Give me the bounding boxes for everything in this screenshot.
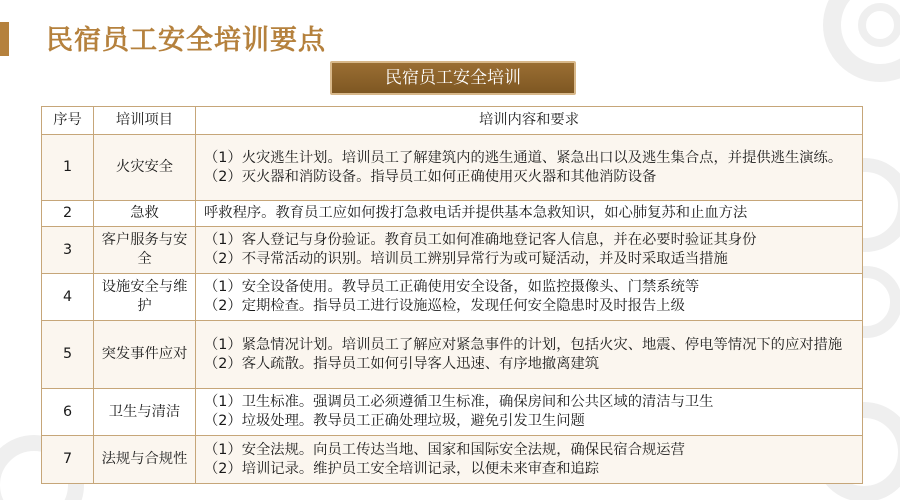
row-no: 7 bbox=[42, 436, 94, 484]
content-line: （1）客人登记与身份验证。教育员工如何准确地登记客人信息，并在必要时验证其身份 bbox=[204, 232, 757, 248]
table-row bbox=[42, 201, 863, 227]
row-no: 1 bbox=[42, 135, 94, 201]
row-content bbox=[196, 389, 863, 436]
row-no: 6 bbox=[42, 389, 94, 436]
row-item: 客户服务与安全 bbox=[94, 227, 196, 274]
content-line: （1）安全法规。向员工传达当地、国家和国际安全法规，确保民宿合规运营 bbox=[204, 441, 685, 458]
title-accent-bar bbox=[0, 22, 9, 56]
content-line: （2）不寻常活动的识别。培训员工辨别异常行为或可疑活动，并及时采取适当措施 bbox=[204, 251, 728, 267]
header-content: 培训内容和要求 bbox=[196, 107, 863, 135]
content-line: （2）定期检查。指导员工进行设施巡检，发现任何安全隐患时及时报告上级 bbox=[204, 298, 685, 314]
row-no: 3 bbox=[42, 227, 94, 274]
content-line: （2）培训记录。维护员工安全培训记录，以便未来审查和追踪 bbox=[204, 460, 600, 477]
content-line: （2）灭火器和消防设备。指导员工如何正确使用灭火器和其他消防设备 bbox=[204, 168, 657, 185]
table-row bbox=[42, 274, 863, 321]
content-line: （1）紧急情况计划。培训员工了解应对紧急事件的计划，包括火灾、地震、停电等情况下的应对措施 bbox=[204, 336, 843, 353]
table-caption: 民宿员工安全培训 bbox=[330, 61, 576, 95]
row-no: 2 bbox=[42, 201, 94, 227]
table-row bbox=[42, 135, 863, 201]
table-header-row bbox=[42, 107, 863, 135]
table-row bbox=[42, 321, 863, 389]
row-item: 设施安全与维护 bbox=[94, 274, 196, 321]
row-content bbox=[196, 201, 863, 227]
training-table bbox=[41, 106, 863, 484]
header-item: 培训项目 bbox=[94, 107, 196, 135]
table-row bbox=[42, 436, 863, 484]
content-line: （2）垃圾处理。教导员工正确处理垃圾，避免引发卫生问题 bbox=[204, 413, 585, 429]
row-item: 卫生与清洁 bbox=[94, 389, 196, 436]
row-item: 法规与合规性 bbox=[94, 436, 196, 484]
content-line: （1）安全设备使用。教导员工正确使用安全设备，如监控摄像头、门禁系统等 bbox=[204, 279, 700, 295]
header-no: 序号 bbox=[42, 107, 94, 135]
content-line: （1）火灾逃生计划。培训员工了解建筑内的逃生通道、紧急出口以及逃生集合点，并提供逃生演练。 bbox=[204, 149, 843, 166]
content-line: （1）卫生标准。强调员工必须遵循卫生标准，确保房间和公共区域的清洁与卫生 bbox=[204, 394, 714, 410]
row-content bbox=[196, 135, 863, 201]
row-content bbox=[196, 436, 863, 484]
row-item: 突发事件应对 bbox=[94, 321, 196, 389]
content-line: 呼救程序。教育员工应如何拨打急救电话并提供基本急救知识，如心肺复苏和止血方法 bbox=[204, 205, 748, 221]
content-line: （2）客人疏散。指导员工如何引导客人迅速、有序地撤离建筑 bbox=[204, 355, 600, 372]
row-content bbox=[196, 227, 863, 274]
row-content bbox=[196, 274, 863, 321]
row-item: 急救 bbox=[94, 201, 196, 227]
row-item: 火灾安全 bbox=[94, 135, 196, 201]
table-row bbox=[42, 227, 863, 274]
page-title: 民宿员工安全培训要点 bbox=[46, 25, 326, 56]
row-content bbox=[196, 321, 863, 389]
table-row bbox=[42, 389, 863, 436]
row-no: 4 bbox=[42, 274, 94, 321]
row-no: 5 bbox=[42, 321, 94, 389]
